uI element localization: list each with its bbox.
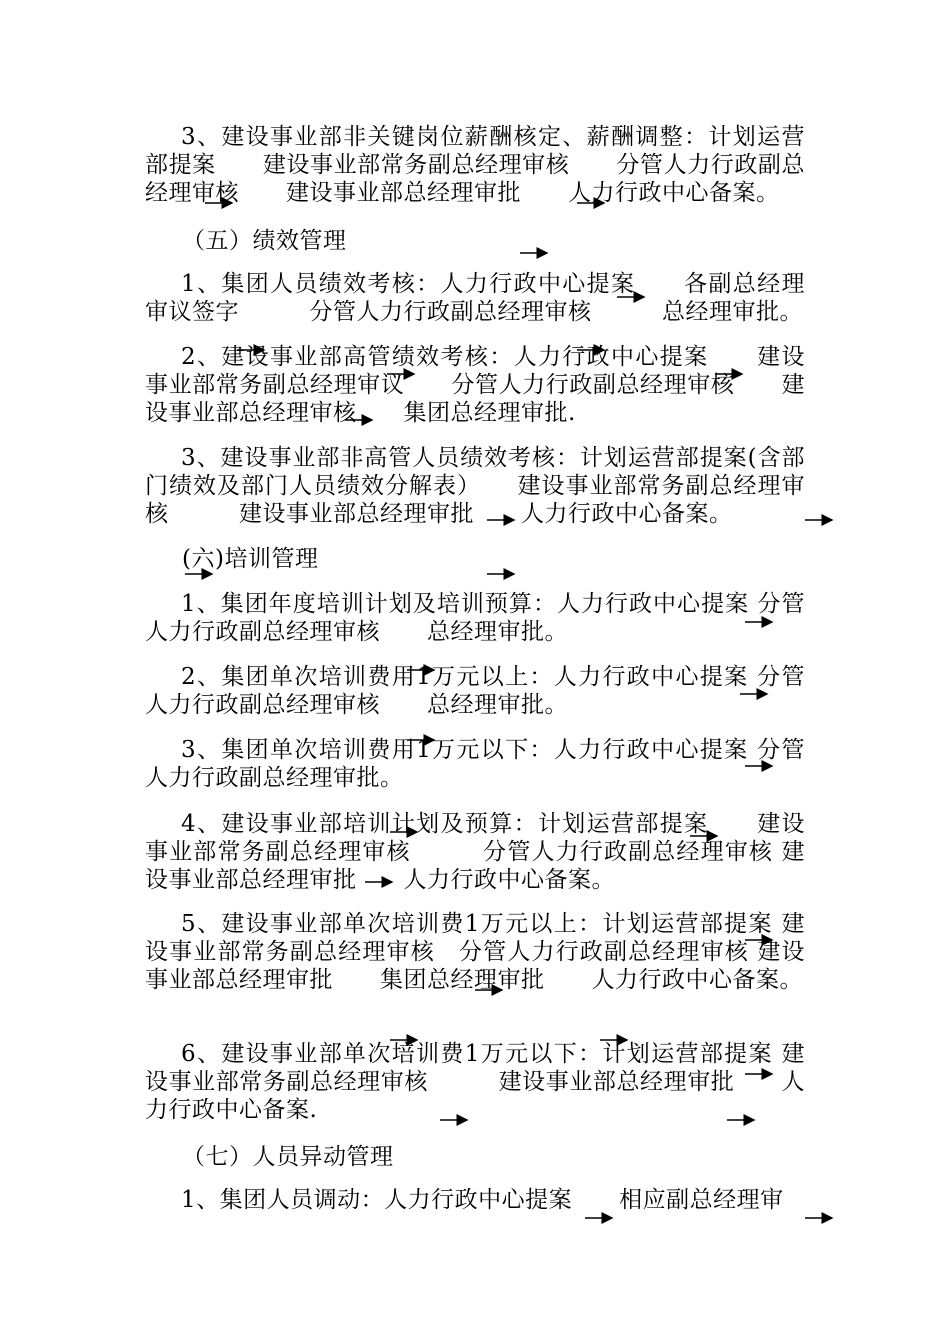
paragraph-salary-adjustment: 3、建设事业部非关键岗位薪酬核定、薪酬调整：计划运营部提案 建设事业部常务副总经理审核 分管人力行政副总经理审核 建设事业部总经理审批 人力行政中心备案。 [145,124,805,206]
paragraph-group-performance: 1、集团人员绩效考核：人力行政中心提案 各副总经理审议签字 分管人力行政副总经理审核 总经理审批。 [145,271,805,325]
heading-training-management: (六)培训管理 [182,546,319,572]
paragraph-executive-performance: 2、建设事业部高管绩效考核：人力行政中心提案 建设事业部常务副总经理审议 分管人力行政副总经理审核 建设事业部总经理审核 集团总经理审批. [145,344,805,426]
paragraph-training-under-10k: 3、集团单次培训费用1万元以下：人力行政中心提案 分管人力行政副总经理审批。 [145,737,805,791]
paragraph-training-over-10k: 2、集团单次培训费用1万元以上：人力行政中心提案 分管人力行政副总经理审核 总经理审批。 [145,664,805,718]
paragraph-staff-performance: 3、建设事业部非高管人员绩效考核：计划运营部提案(含部门绩效及部门人员绩效分解表） 建设事业部常务副总经理审核 建设事业部总经理审批 人力行政中心备案。 [145,445,805,527]
paragraph-division-training-over-10k: 5、建设事业部单次培训费1万元以上：计划运营部提案 建设事业部常务副总经理审核 分管人力行政副总经理审核 建设事业部总经理审批 集团总经理审批 人力行政中心备案。 [145,911,805,993]
paragraph-staff-transfer: 1、集团人员调动：人力行政中心提案 相应副总经理审 [181,1187,784,1213]
paragraph-division-training-plan: 4、建设事业部培训计划及预算：计划运营部提案 建设事业部常务副总经理审核 分管人力行政副总经理审核 建设事业部总经理审批 人力行政中心备案。 [145,811,805,893]
heading-performance-management: （五）绩效管理 [182,228,347,254]
heading-personnel-change: （七）人员异动管理 [182,1144,394,1170]
paragraph-annual-training: 1、集团年度培训计划及培训预算：人力行政中心提案 分管人力行政副总经理审核 总经理审批。 [145,591,805,645]
paragraph-division-training-under-10k: 6、建设事业部单次培训费1万元以下：计划运营部提案 建设事业部常务副总经理审核 建设事业部总经理审批 人力行政中心备案. [145,1041,805,1123]
